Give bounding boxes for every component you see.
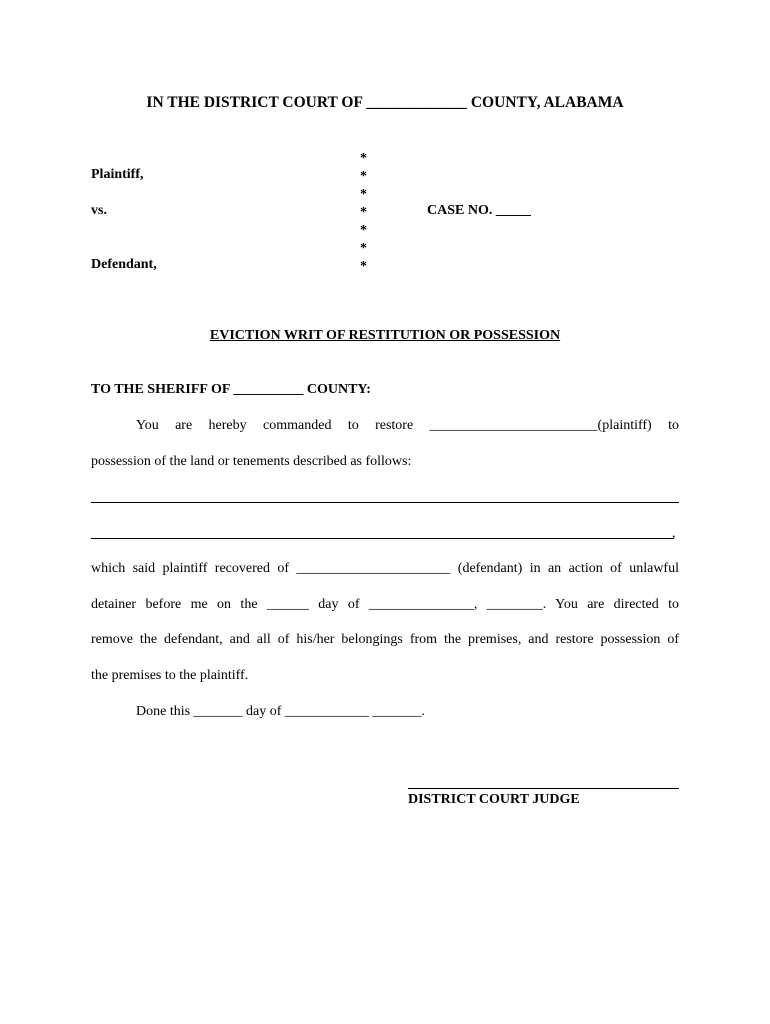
description-blank-line [91,538,674,539]
body-line-remove: remove the defendant, and all of his/her belongings from the premises, and restore possession of [91,632,679,647]
caption-star: * [360,259,367,274]
writ-title: EVICTION WRIT OF RESTITUTION OR POSSESSION [209,328,561,343]
to-sheriff-line: TO THE SHERIFF OF __________ COUNTY: [91,382,371,397]
caption-star: * [360,205,367,220]
description-line-comma: , [672,526,676,541]
judge-signature-label: DISTRICT COURT JUDGE [408,792,580,807]
caption-star: * [360,223,367,238]
caption-star: * [360,187,367,202]
caption-star: * [360,169,367,184]
case-number-label: CASE NO. _____ [427,203,531,218]
body-line-premises: the premises to the plaintiff. [91,668,249,683]
plaintiff-label: Plaintiff, [91,167,144,182]
description-blank-line [91,502,679,503]
body-line-possession: possession of the land or tenements described as follows: [91,454,412,469]
body-line-detainer: detainer before me on the ______ day of _______________, ________. You are directed to [91,597,679,612]
caption-stars-column [360,150,367,276]
body-line-recovered: which said plaintiff recovered of ______________________ (defendant) in an action of unlawful [91,561,679,576]
vs-label: vs. [91,203,107,218]
caption-star: * [360,241,367,256]
court-title: IN THE DISTRICT COURT OF _____________ COUNTY, ALABAMA [146,94,624,111]
judge-signature-line [408,788,679,789]
caption-star: * [360,151,367,166]
defendant-label: Defendant, [91,257,157,272]
done-this-line: Done this _______ day of ____________ _______. [136,704,425,719]
body-line-restore: You are hereby commanded to restore ________________________(plaintiff) to [136,418,679,433]
